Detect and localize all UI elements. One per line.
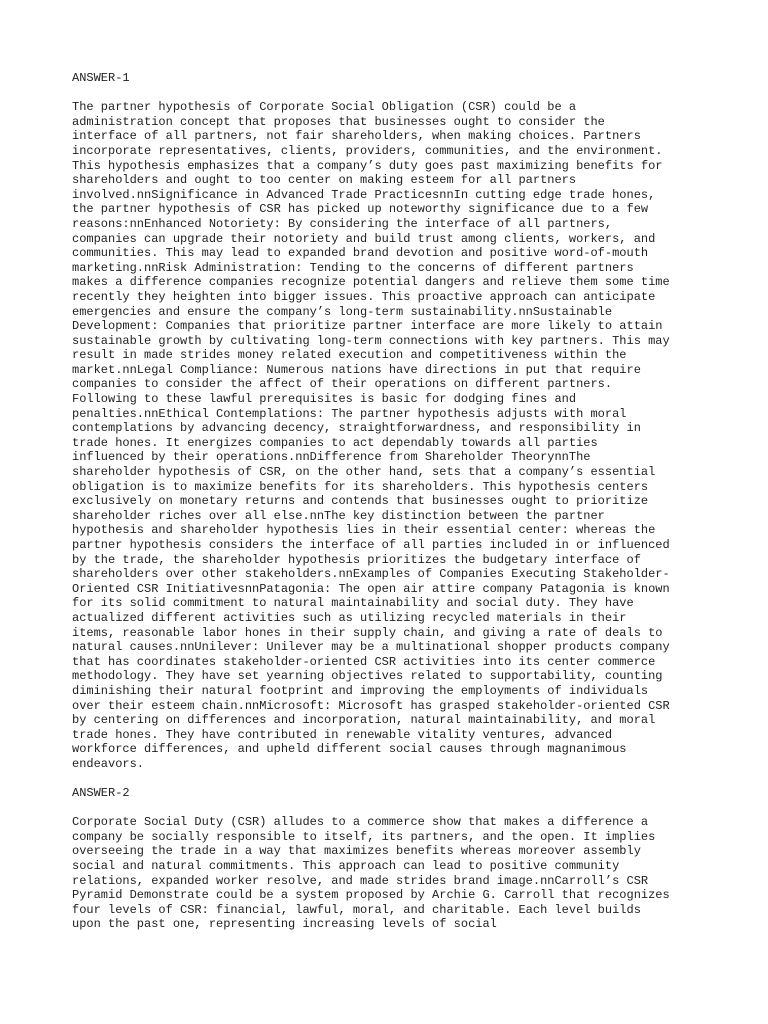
text-line: shareholders and ought to too center on making esteem for all partners <box>72 173 577 188</box>
text-line: endeavors. <box>72 756 145 771</box>
body-paragraph <box>72 100 728 771</box>
text-line: company be socially responsible to itself, its partners, and the open. It implies <box>72 829 656 844</box>
section-spacer <box>72 772 728 787</box>
text-line: emergencies and ensure the company’s long-term sustainability.nnSustainable <box>72 304 613 319</box>
text-line: shareholders over other stakeholders.nnExamples of Companies Executing Stakeholder- <box>72 567 670 582</box>
text-line: trade hones. They have contributed in renewable vitality ventures, advanced <box>72 727 613 742</box>
text-line: Following to these lawful prerequisites is basic for dodging fines and <box>72 392 577 407</box>
text-line: hypothesis and shareholder hypothesis lies in their essential center: whereas the <box>72 523 656 538</box>
text-line: Development: Companies that prioritize partner interface are more likely to attain <box>72 319 663 334</box>
section-heading: ANSWER-2 <box>72 786 130 801</box>
text-line: shareholder riches over all else.nnThe key distinction between the partner <box>72 508 605 523</box>
text-line: natural causes.nnUnilever: Unilever may be a multinational shopper products company <box>72 640 670 655</box>
text-line: The partner hypothesis of Corporate Social Obligation (CSR) could be a <box>72 100 577 115</box>
text-line: shareholder hypothesis of CSR, on the other hand, sets that a company’s essential <box>72 465 656 480</box>
text-line: Oriented CSR InitiativesnnPatagonia: The open air attire company Patagonia is known <box>72 581 670 596</box>
text-line: overseeing the trade in a way that maximizes benefits whereas moreover assembly <box>72 844 641 859</box>
text-line: Pyramid Demonstrate could be a system proposed by Archie G. Carroll that recognizes <box>72 888 670 903</box>
text-line: partner hypothesis considers the interface of all parties included in or influenced <box>72 538 670 552</box>
text-line: reasons:nnEnhanced Notoriety: By considering the interface of all partners, <box>72 216 613 231</box>
text-line: trade hones. It energizes companies to act dependably towards all parties <box>72 435 598 450</box>
text-line: penalties.nnEthical Contemplations: The partner hypothesis adjusts with moral <box>72 406 627 421</box>
text-line: sustainable growth by cultivating long-term connections with key partners. This may <box>72 333 670 348</box>
text-line: interface of all partners, not fair shareholders, when making choices. Partners <box>72 129 641 144</box>
text-line: involved.nnSignificance in Advanced Trade PracticesnnIn cutting edge trade hones, <box>72 187 656 202</box>
section-heading: ANSWER-1 <box>72 71 130 85</box>
text-line: four levels of CSR: financial, lawful, moral, and charitable. Each level builds <box>72 902 641 917</box>
text-line: contemplations by advancing decency, straightforwardness, and responsibility in <box>72 421 641 436</box>
text-line: communities. This may lead to expanded brand devotion and positive word-of-mouth <box>72 246 649 261</box>
text-line: that has coordinates stakeholder-oriented CSR activities into its center commerce <box>72 654 656 669</box>
text-line: for its solid commitment to natural maintainability and social duty. They have <box>72 596 634 611</box>
text-line: by the trade, the shareholder hypothesis prioritizes the budgetary interface of <box>72 552 641 567</box>
text-line: market.nnLegal Compliance: Numerous nations have directions in put that require <box>72 362 641 377</box>
text-line: the partner hypothesis of CSR has picked up noteworthy significance due to a few <box>72 202 649 217</box>
text-line: social and natural commitments. This approach can lead to positive community <box>72 859 620 874</box>
text-line: workforce differences, and upheld different social causes through magnanimous <box>72 742 627 757</box>
text-line: Corporate Social Duty (CSR) alludes to a commerce show that makes a difference a <box>72 815 649 830</box>
text-line: items, reasonable labor hones in their supply chain, and giving a rate of deals to <box>72 625 663 640</box>
text-line: administration concept that proposes that businesses ought to consider the <box>72 114 605 129</box>
answer-section <box>72 786 728 932</box>
text-line: companies to consider the affect of their operations on different partners. <box>72 377 613 392</box>
text-line: influenced by their operations.nnDifference from Shareholder TheorynnThe <box>72 450 591 465</box>
text-line: upon the past one, representing increasing levels of social <box>72 917 497 932</box>
text-line: methodology. They have set yearning objectives related to supportability, counting <box>72 669 663 684</box>
text-line: obligation is to maximize benefits for its shareholders. This hypothesis centers <box>72 479 649 494</box>
text-line: makes a difference companies recognize potential dangers and relieve them some time <box>72 275 670 290</box>
text-line: recently they heighten into bigger issues. This proactive approach can anticipate <box>72 289 656 304</box>
text-line: companies can upgrade their notoriety and build trust among clients, workers, and <box>72 231 656 246</box>
text-line: over their esteem chain.nnMicrosoft: Microsoft has grasped stakeholder-oriented CSR <box>72 698 670 713</box>
answer-section <box>72 71 728 786</box>
body-paragraph <box>72 815 728 932</box>
text-line: This hypothesis emphasizes that a company’s duty goes past maximizing benefits for <box>72 158 663 173</box>
text-line: marketing.nnRisk Administration: Tending to the concerns of different partners <box>72 260 634 275</box>
text-line: exclusively on monetary returns and contends that businesses ought to prioritize <box>72 494 649 509</box>
text-line: result in made strides money related execution and competitiveness within the <box>72 348 627 363</box>
text-line: diminishing their natural footprint and improving the employments of individuals <box>72 683 649 698</box>
text-line: actualized different activities such as utilizing recycled materials in their <box>72 610 627 625</box>
text-line: incorporate representatives, clients, providers, communities, and the environment. <box>72 143 663 158</box>
text-line: relations, expanded worker resolve, and made strides brand image.nnCarroll’s CSR <box>72 873 649 888</box>
text-line: by centering on differences and incorporation, natural maintainability, and moral <box>72 713 656 728</box>
